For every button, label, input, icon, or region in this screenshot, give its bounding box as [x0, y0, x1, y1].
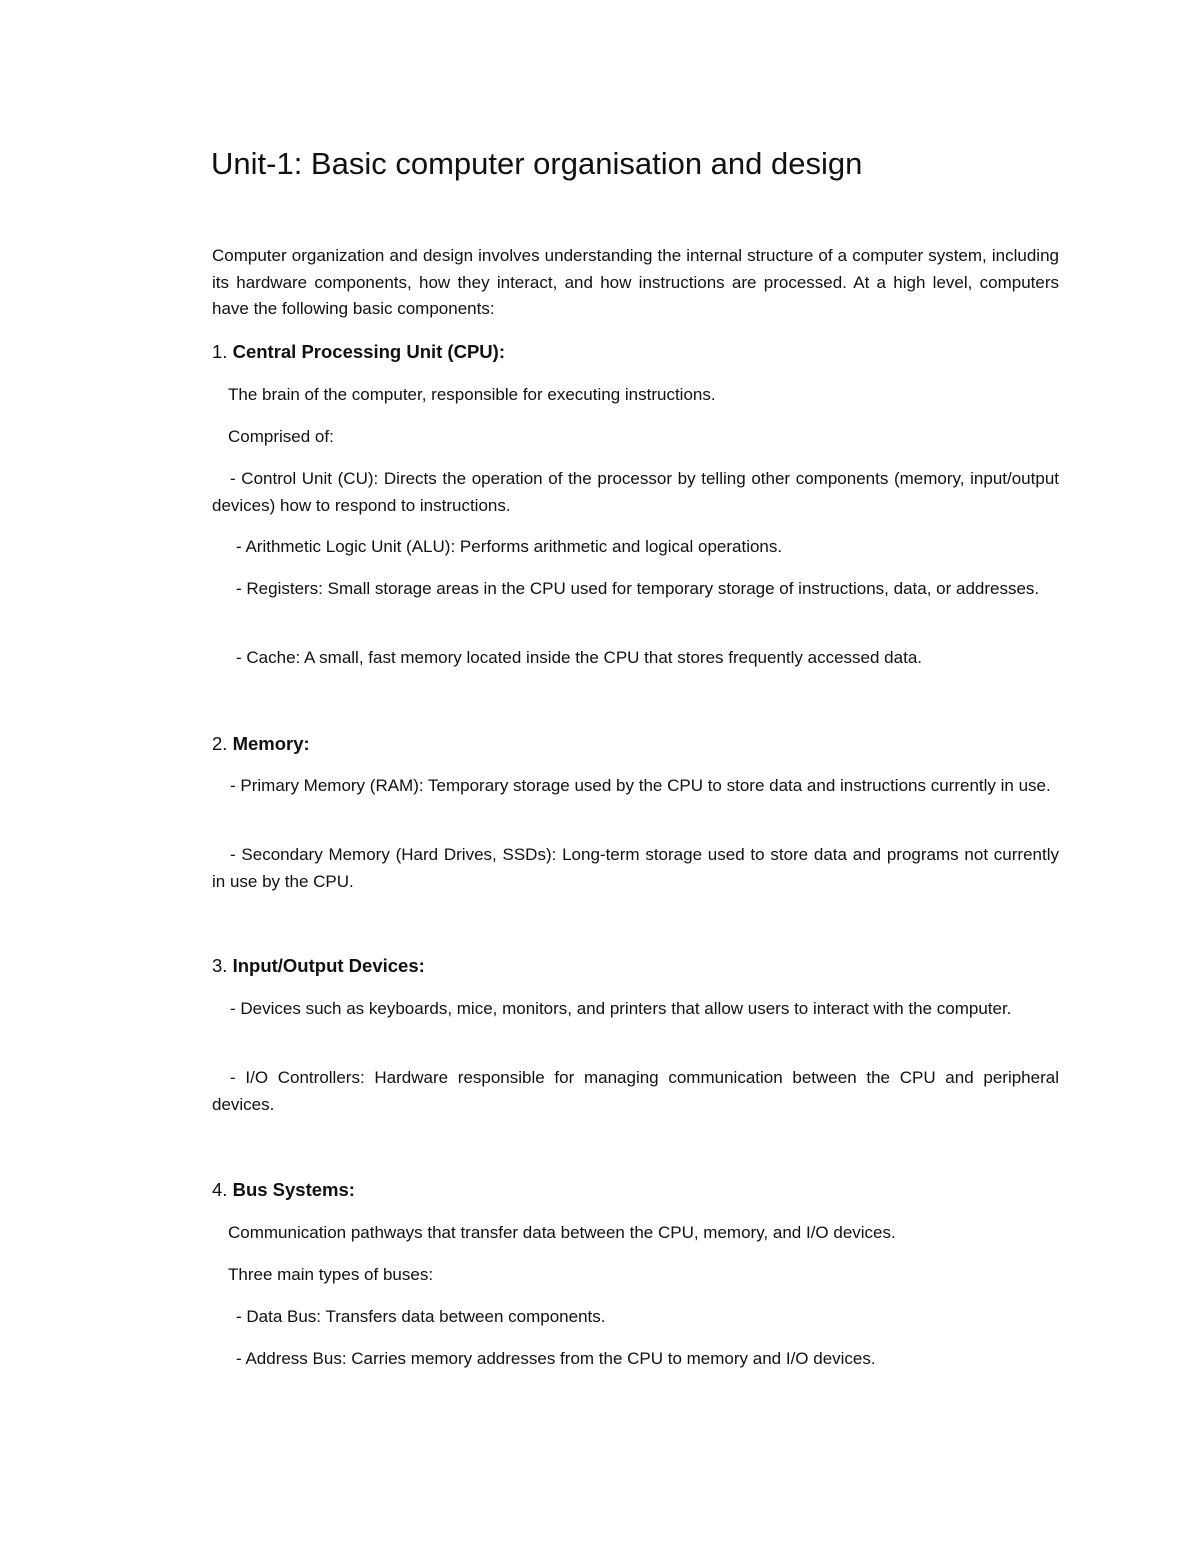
section-title: Memory: [232, 733, 310, 754]
cpu-registers: - Registers: Small storage areas in the CPU used for temporary storage of instructions, data, or addresses. [236, 579, 1040, 598]
section-heading-cpu [212, 339, 505, 365]
section-number: 2. [212, 733, 228, 754]
section-heading-io [212, 953, 425, 979]
bus-address: - Address Bus: Carries memory addresses from the CPU to memory and I/O devices. [236, 1349, 876, 1368]
section-number: 3. [212, 955, 228, 976]
section-title: Input/Output Devices: [232, 955, 425, 976]
memory-primary: - Primary Memory (RAM): Temporary storage used by the CPU to store data and instructions currently in use. [230, 776, 1051, 795]
section-heading-memory [212, 731, 310, 757]
bus-data: - Data Bus: Transfers data between components. [236, 1307, 606, 1326]
section-title: Central Processing Unit (CPU): [232, 341, 505, 362]
bus-types-intro: Three main types of buses: [228, 1265, 434, 1284]
memory-secondary: - Secondary Memory (Hard Drives, SSDs): Long-term storage used to store data and programs not currently in use by the CPU. [212, 845, 1059, 891]
io-controllers: - I/O Controllers: Hardware responsible for managing communication between the CPU and peripheral devices. [212, 1068, 1059, 1114]
section-number: 4. [212, 1179, 228, 1200]
io-devices: - Devices such as keyboards, mice, monitors, and printers that allow users to interact with the computer. [230, 999, 1012, 1018]
cpu-comprised-of: Comprised of: [228, 427, 334, 446]
cpu-cache: - Cache: A small, fast memory located inside the CPU that stores frequently accessed data. [236, 648, 922, 667]
bus-description: Communication pathways that transfer data between the CPU, memory, and I/O devices. [228, 1223, 896, 1242]
cpu-control-unit: - Control Unit (CU): Directs the operation of the processor by telling other components (memory, input/output devices) how to respond to instructions. [212, 469, 1059, 515]
intro-paragraph: Computer organization and design involves understanding the internal structure of a computer system, including its hardware components, how they interact, and how instructions are processed. At a high level, computers have the following basic components: [212, 246, 1059, 318]
section-number: 1. [212, 341, 228, 362]
page-title: Unit-1: Basic computer organisation and design [211, 146, 863, 181]
cpu-description: The brain of the computer, responsible for executing instructions. [228, 385, 716, 404]
cpu-alu: - Arithmetic Logic Unit (ALU): Performs arithmetic and logical operations. [236, 537, 783, 556]
section-title: Bus Systems: [232, 1179, 355, 1200]
section-heading-bus [212, 1177, 355, 1203]
